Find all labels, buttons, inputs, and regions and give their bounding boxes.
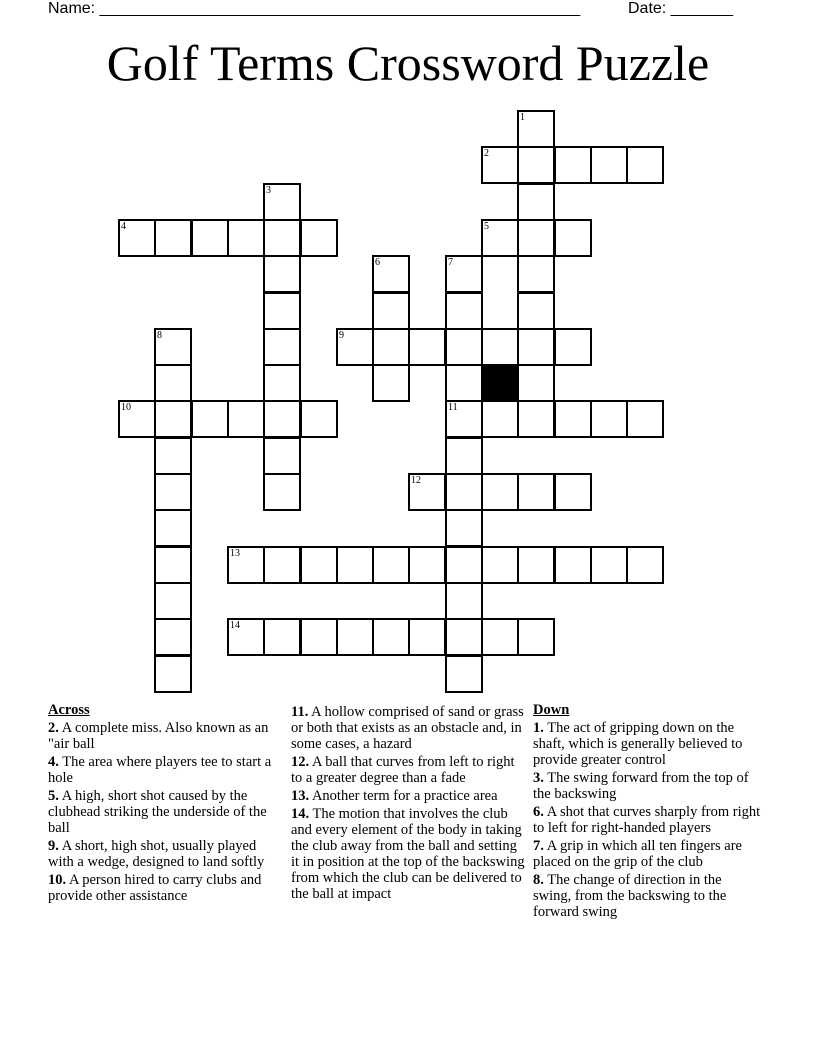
grid-cell[interactable] <box>481 618 519 656</box>
clue-across-2: 2. A complete miss. Also known as an "air ball <box>48 720 269 752</box>
grid-cell[interactable] <box>445 473 483 511</box>
cell-number: 9 <box>339 330 344 341</box>
clue-across-14: 14. The motion that involves the club and every element of the body in taking the club away from the ball and setting it in position at the top of the backswing from which the club can be delivered to the ball at impact <box>291 806 525 902</box>
clue-down-3: 3. The swing forward from the top of the backswing <box>533 770 749 802</box>
grid-cell[interactable] <box>263 183 301 221</box>
clue-down-7: 7. A grip in which all ten fingers are placed on the grip of the club <box>533 838 742 870</box>
grid-cell[interactable] <box>517 546 555 584</box>
cell-number: 12 <box>411 475 421 486</box>
grid-cell[interactable] <box>263 364 301 402</box>
grid-cell[interactable] <box>517 110 555 148</box>
cell-number: 1 <box>520 112 525 123</box>
grid-cell[interactable] <box>408 618 446 656</box>
grid-cell[interactable] <box>517 400 555 438</box>
grid-cell[interactable] <box>517 183 555 221</box>
grid-cell[interactable] <box>154 473 192 511</box>
grid-cell[interactable] <box>154 509 192 547</box>
grid-cell[interactable] <box>517 219 555 257</box>
cell-number: 6 <box>375 257 380 268</box>
grid-cell[interactable] <box>445 400 483 438</box>
grid-cell[interactable] <box>517 473 555 511</box>
grid-cell[interactable] <box>154 328 192 366</box>
clue-across-13: 13. Another term for a practice area <box>291 788 498 804</box>
grid-cell[interactable] <box>154 582 192 620</box>
page-title: Golf Terms Crossword Puzzle <box>106 35 710 91</box>
grid-cell[interactable] <box>227 546 265 584</box>
grid-cell[interactable] <box>372 292 410 330</box>
clue-across-9: 9. A short, high shot, usually played with a wedge, designed to land softly <box>48 838 265 870</box>
cell-number: 4 <box>121 221 126 232</box>
grid-cell[interactable] <box>481 546 519 584</box>
grid-cell[interactable] <box>481 328 519 366</box>
grid-cell[interactable] <box>336 328 374 366</box>
grid-cell[interactable] <box>191 219 229 257</box>
clue-across-10: 10. A person hired to carry clubs and provide other assistance <box>48 872 262 904</box>
grid-cell[interactable] <box>554 400 592 438</box>
grid-cell[interactable] <box>626 400 664 438</box>
cell-number: 14 <box>230 620 240 631</box>
grid-cell[interactable] <box>408 546 446 584</box>
grid-cell[interactable] <box>445 292 483 330</box>
grid-cell[interactable] <box>626 546 664 584</box>
grid-cell[interactable] <box>554 146 592 184</box>
grid-cell[interactable] <box>517 146 555 184</box>
grid-cell[interactable] <box>481 146 519 184</box>
clue-across-11: 11. A hollow comprised of sand or grass or both that exists as an obstacle and, in some cases, a hazard <box>291 704 524 752</box>
grid-cell[interactable] <box>517 255 555 293</box>
grid-cell[interactable] <box>554 219 592 257</box>
cell-number: 11 <box>448 402 458 413</box>
cell-number: 3 <box>266 185 271 196</box>
grid-cell[interactable] <box>445 328 483 366</box>
name-field[interactable]: Name: ______________________________________________________ <box>48 0 581 17</box>
down-heading: Down <box>533 702 570 718</box>
grid-cell[interactable] <box>154 364 192 402</box>
grid-cell[interactable] <box>154 400 192 438</box>
across-clues-col2 <box>291 704 525 904</box>
cell-number: 5 <box>484 221 489 232</box>
grid-cell[interactable] <box>445 364 483 402</box>
cell-number: 7 <box>448 257 453 268</box>
grid-cell[interactable] <box>445 509 483 547</box>
clue-down-1: 1. The act of gripping down on the shaft, which is generally believed to provide greater control <box>533 720 743 768</box>
grid-cell[interactable] <box>445 582 483 620</box>
cell-number: 13 <box>230 548 240 559</box>
grid-cell[interactable] <box>517 618 555 656</box>
grid-cell[interactable] <box>227 400 265 438</box>
grid-cell[interactable] <box>300 219 338 257</box>
grid-cell[interactable] <box>554 473 592 511</box>
clue-down-8: 8. The change of direction in the swing, from the backswing to the forward swing <box>533 872 727 920</box>
grid-cell[interactable] <box>445 546 483 584</box>
clue-down-6: 6. A shot that curves sharply from right to left for right-handed players <box>533 804 761 836</box>
grid-cell[interactable] <box>154 618 192 656</box>
grid-cell[interactable] <box>154 655 192 693</box>
grid-cell[interactable] <box>517 292 555 330</box>
grid-cell[interactable] <box>263 546 301 584</box>
down-clues <box>533 702 763 922</box>
grid-cell[interactable] <box>445 655 483 693</box>
grid-cell[interactable] <box>263 328 301 366</box>
grid-cell[interactable] <box>372 328 410 366</box>
grid-cell[interactable] <box>481 473 519 511</box>
grid-cell[interactable] <box>445 618 483 656</box>
cell-number: 8 <box>157 330 162 341</box>
grid-cell[interactable] <box>263 255 301 293</box>
grid-cell[interactable] <box>263 473 301 511</box>
grid-cell[interactable] <box>590 146 628 184</box>
grid-cell[interactable] <box>154 437 192 475</box>
grid-cell[interactable] <box>590 546 628 584</box>
grid-cell[interactable] <box>554 328 592 366</box>
grid-cell[interactable] <box>263 618 301 656</box>
grid-cell[interactable] <box>372 255 410 293</box>
grid-cell[interactable] <box>227 618 265 656</box>
grid-cell[interactable] <box>263 437 301 475</box>
cell-number: 10 <box>121 402 131 413</box>
grid-cell[interactable] <box>336 546 374 584</box>
grid-cell[interactable] <box>227 219 265 257</box>
grid-cell[interactable] <box>372 618 410 656</box>
grid-cell[interactable] <box>626 146 664 184</box>
date-field[interactable]: Date: _______ <box>628 0 733 17</box>
grid-cell[interactable] <box>263 400 301 438</box>
grid-cell[interactable] <box>372 364 410 402</box>
grid-cell[interactable] <box>300 400 338 438</box>
grid-cell[interactable] <box>408 328 446 366</box>
clue-across-4: 4. The area where players tee to start a hole <box>48 754 272 786</box>
cell-number: 2 <box>484 148 489 159</box>
grid-cell[interactable] <box>191 400 229 438</box>
grid-cell[interactable] <box>263 292 301 330</box>
clue-across-12: 12. A ball that curves from left to right to a greater degree than a fade <box>291 754 515 786</box>
grid-cell[interactable] <box>336 618 374 656</box>
grid-cell[interactable] <box>118 400 156 438</box>
across-clues-col1 <box>48 702 280 906</box>
grid-cell[interactable] <box>481 400 519 438</box>
grid-cell[interactable] <box>445 255 483 293</box>
grid-cell[interactable] <box>554 546 592 584</box>
grid-cell[interactable] <box>300 546 338 584</box>
grid-cell[interactable] <box>445 437 483 475</box>
grid-cell[interactable] <box>517 328 555 366</box>
grid-cell[interactable] <box>590 400 628 438</box>
clue-across-5: 5. A high, short shot caused by the clubhead striking the underside of the ball <box>48 788 267 836</box>
grid-cell[interactable] <box>481 219 519 257</box>
black-cell <box>481 364 519 402</box>
grid-cell[interactable] <box>517 364 555 402</box>
grid-cell[interactable] <box>118 219 156 257</box>
grid-cell[interactable] <box>154 219 192 257</box>
grid-cell[interactable] <box>408 473 446 511</box>
grid-cell[interactable] <box>300 618 338 656</box>
across-heading: Across <box>48 702 90 718</box>
grid-cell[interactable] <box>372 546 410 584</box>
grid-cell[interactable] <box>154 546 192 584</box>
grid-cell[interactable] <box>263 219 301 257</box>
